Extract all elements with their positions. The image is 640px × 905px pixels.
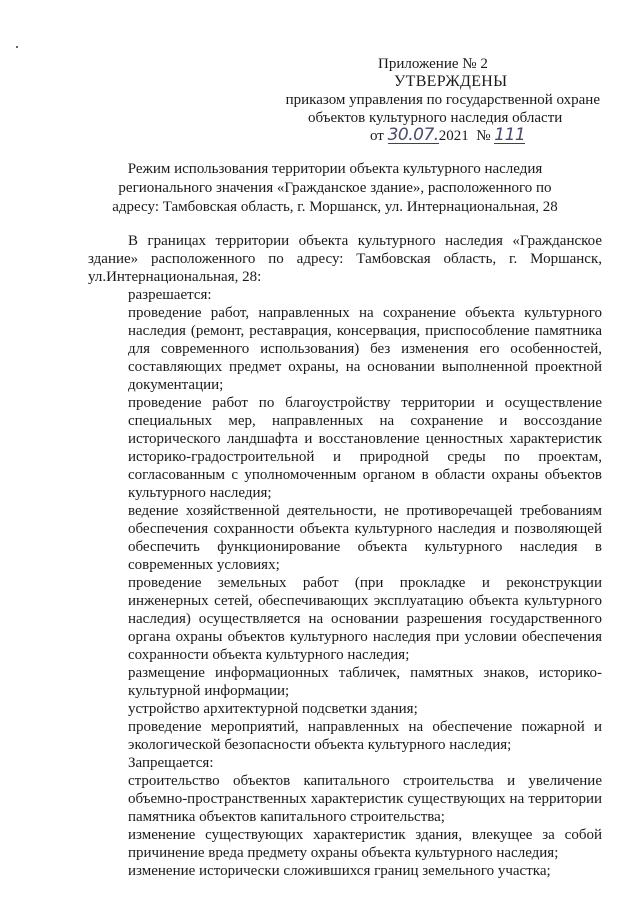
order-year: 2021 [438, 128, 469, 144]
approval-block [270, 55, 600, 145]
date-prefix: от [370, 128, 384, 144]
allowed-item: размещение информационных табличек, памятных знаков, историко-культурной информации; [128, 665, 602, 699]
document-title: Режим использования территории объекта культурного наследия регионального значения «Гражданское здание», расположенного по адресу: Тамбовская область, г. Моршанск, ул. Интернациональная, 28 [112, 161, 558, 215]
allowed-item: проведение мероприятий, направленных на обеспечение пожарной и экологической безопасности объекта культурного наследия; [128, 719, 602, 753]
document-body [88, 232, 602, 880]
allowed-item: устройство архитектурной подсветки здания; [128, 701, 418, 717]
number-prefix: № [476, 128, 491, 144]
allowed-item: ведение хозяйственной деятельности, не противоречащей требованиям обеспечения сохранности объекта культурного наследия и позволяющей обеспечить функционирование объекта культурного наследия в современных условиях; [128, 503, 602, 573]
handwritten-order-number: 111 [494, 125, 526, 145]
forbidden-item: строительство объектов капитального строительства и увеличение объемно-пространственных характеристик существующих на территории памятника объектов капитального строительства; [128, 773, 602, 825]
allowed-heading: разрешается: [128, 287, 212, 303]
forbidden-item: изменение исторически сложившихся границ земельного участка; [128, 863, 551, 879]
allowed-item: проведение работ по благоустройству территории и осуществление специальных мер, направленных на сохранение и воссоздание исторического ландшафта и восстановление ценностных характеристик историко-градостроительной и природной среды по проектам, согласованным с уполномоченным органом в области охраны объектов культурного наследия; [128, 395, 602, 501]
order-issuer-line: приказом управления по государственной охране [285, 92, 600, 108]
order-date-line [270, 127, 600, 145]
approved-label: УТВЕРЖДЕНЫ [394, 73, 508, 90]
allowed-item: проведение земельных работ (при прокладке и реконструкции инженерных сетей, обеспечивающих эксплуатацию объекта культурного наследия) осуществляется на основании разрешения государственного органа охраны объектов культурного наследия при условии обеспечения сохранности объекта культурного наследия; [128, 575, 602, 663]
scan-artifact-dot [16, 46, 18, 48]
handwritten-date: 30.07. [387, 125, 439, 145]
allowed-item: проведение работ, направленных на сохранение объекта культурного наследия (ремонт, реставрация, консервация, приспособление памятника для современного использования) без изменения его особенностей, составляющих предмет охраны, на основании выполненной проектной документации; [128, 305, 602, 393]
order-issuer-line-2: объектов культурного наследия области [308, 110, 563, 126]
intro-paragraph: В границах территории объекта культурного наследия «Гражданское здание» расположенного по адресу: Тамбовская область, г. Моршанск, ул.Интернациональная, 28: [88, 233, 602, 285]
forbidden-heading: Запрещается: [128, 755, 214, 771]
appendix-number: Приложение № 2 [378, 56, 488, 72]
forbidden-item: изменение существующих характеристик здания, влекущее за собой причинение вреда предмету охраны объекта культурного наследия; [128, 827, 602, 861]
